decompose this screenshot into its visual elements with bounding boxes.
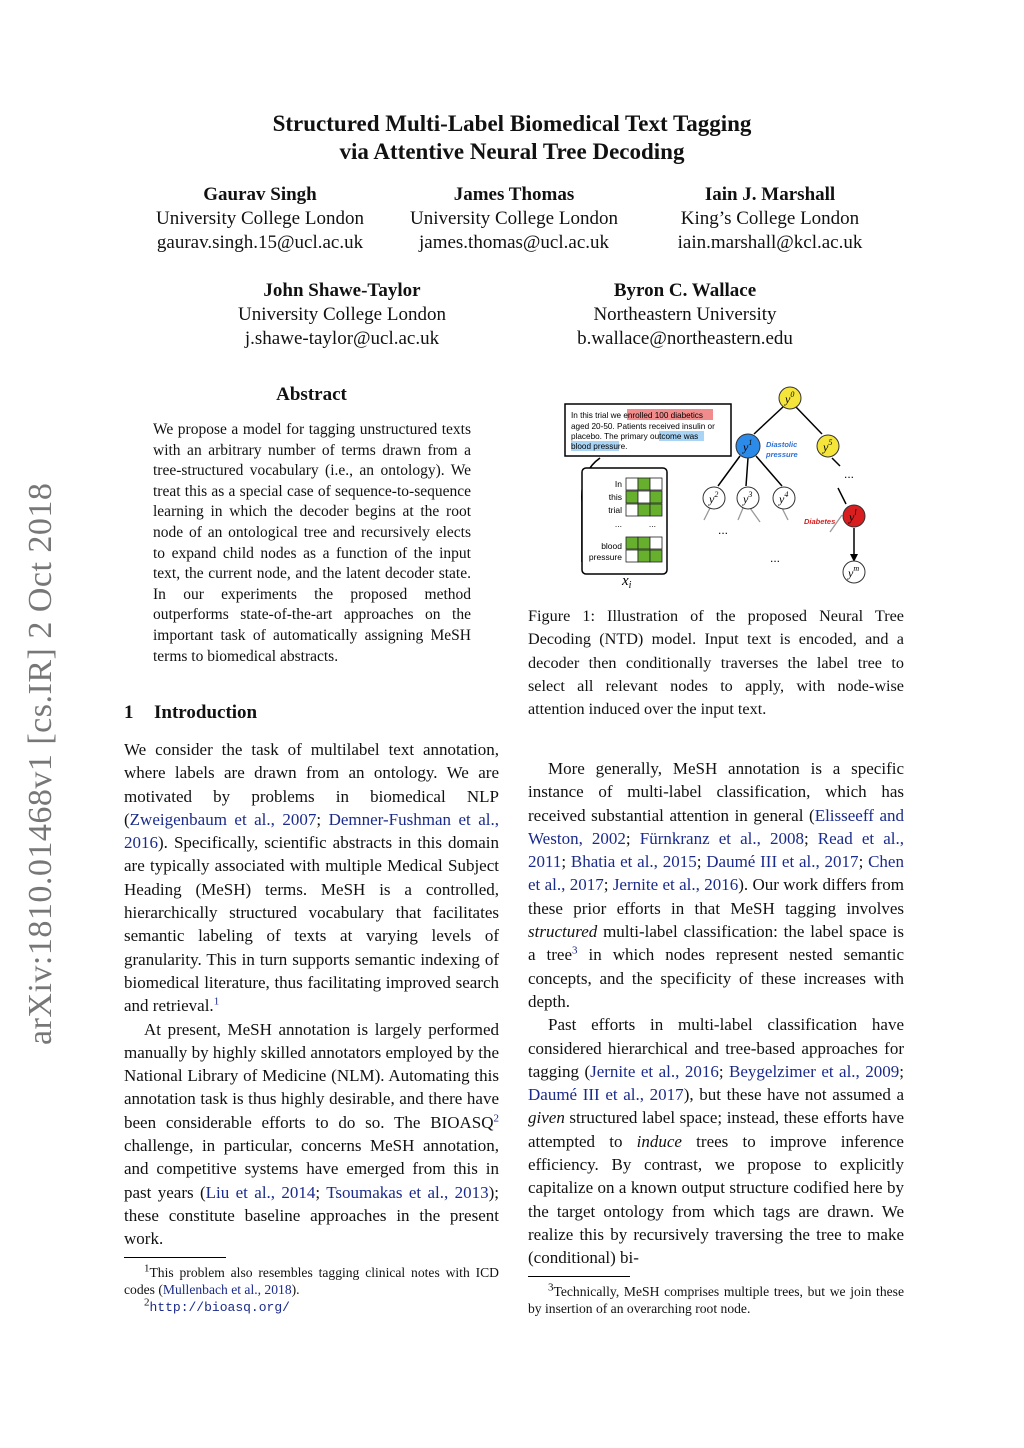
ellipsis: ... [770,551,781,565]
section-heading [124,702,257,724]
node-symbol: y [823,440,829,454]
citation-link[interactable]: Fürnkranz et al., 2008 [639,828,804,848]
footnote-marker[interactable]: 1 [213,995,220,1008]
input-line-1: In this trial we enrolled 100 diabetics [571,411,703,420]
node-symbol: y [743,492,749,506]
input-line-2: aged 20-50. Patients received insulin or [571,422,715,431]
attention-cell [626,537,638,549]
citation-link[interactable]: Jernite et al., 2016 [612,875,739,895]
node-index: 0 [790,390,795,399]
citation-link[interactable]: Elisseeff and Weston, 2002 [528,805,905,848]
node-symbol: y [848,566,854,580]
citation-link[interactable]: Mullenbach et al., 2018 [162,1282,292,1297]
author-name: James Thomas [453,184,575,205]
node-index: l [854,508,857,517]
node-index: 3 [748,490,753,499]
abstract-text: We propose a model for tagging unstructured texts with an arbitrary number of terms drawn from a tree-structured vocabulary (i.e., an ontology). We treat this as a special case of sequence-to-sequence learning in which the decoder begins at the root node of an ontological tree and recursively elects to expand child nodes as a function of the input text, the current node, and the latent decoder state. In our experiments the proposed method outperforms state-of-the-art approaches on the important task of automatically assigning MeSH terms to biomedical abstracts. [153,421,471,665]
node-symbol: y [709,492,715,506]
token-label: ... [614,519,622,529]
text-run: ; [315,1182,327,1202]
author-email: j.shawe-taylor@ucl.ac.uk [244,328,440,349]
text-run: trees to improve inference efficiency. By contrast, we propose to explicitly capitalize on a known output structure codified here by the target ontology from which tags are drawn. We realize this by recursively traversing the tree to make (conditional) bi- [528,1131,904,1268]
author-name: John Shawe-Taylor [263,280,421,301]
footnote-3 [528,1283,904,1317]
footnotes-left [124,1264,499,1316]
footnote-marker[interactable]: 2 [493,1112,499,1125]
citation-link[interactable]: Daumé III et al., 2017 [706,852,859,872]
title-line-1: Structured Multi-Label Biomedical Text Tagging [272,111,752,136]
footnote-rule [528,1276,630,1277]
attention-cell [638,504,650,516]
attention-cell [626,504,638,516]
node-symbol: y [849,510,855,524]
right-paragraph-2 [528,1013,904,1269]
tree-edges [718,406,854,554]
citation-link[interactable]: Beygelzimer et al., 2009 [729,1061,900,1081]
node-symbol: y [743,440,749,454]
text-run: ), but these have not assumed a [683,1085,904,1105]
token-label: In [614,479,622,489]
citation-link[interactable]: Read et al., 2011 [528,828,904,872]
author-name: Byron C. Wallace [613,280,757,301]
citation-link[interactable]: Tsoumakas et al., 2013 [326,1182,489,1202]
emphasis: given [528,1108,565,1128]
text-run: More generally, MeSH annotation is a specific instance of multi-label classification, which has received substantial attention in general ( [528,759,904,825]
section-number: 1 [124,702,134,723]
node-index: 4 [784,490,789,499]
token-label: this [608,492,622,502]
footnote-2 [124,1298,499,1316]
text-run: ; [696,852,707,872]
author-name: Gaurav Singh [203,184,317,205]
label-diastolic: Diastolic [766,440,798,449]
text-run: This problem also resembles tagging clinical notes with ICD codes ( [124,1265,499,1297]
footnote-rule [124,1257,226,1258]
text-run: structured label space; instead, these efforts have attempted to [528,1108,904,1151]
xi-label [621,573,632,591]
citation-link[interactable]: Daumé III et al., 2017 [528,1085,684,1105]
text-run: ). [291,1282,300,1297]
footnote-url-link[interactable]: http://bioasq.org/ [149,1300,290,1315]
left-column [124,738,499,1251]
text-run: ; [803,828,818,848]
title-line-2: via Attentive Neural Tree Decoding [339,139,685,164]
node-index: 1 [748,438,753,447]
ellipsis: ... [718,523,729,537]
author-email: b.wallace@northeastern.edu [577,328,793,349]
token-label: ... [648,519,656,529]
author-block [140,183,380,255]
text-run: ). Specifically, scientific abstracts in this domain are typically associated with multiple Medical Subject Heading (MeSH) terms. MeSH is a controlled, hierarchically structured vocabulary that facilitates semantic labeling of texts at varying levels of granularity. This in turn supports semantic indexing of biomedical literature, thus facilitating improved search and retrieval. [124,833,499,1016]
citation-link[interactable]: Chen et al., 2017 [528,852,904,895]
label-pressure: pressure [766,450,798,459]
xi-subscript: i [628,580,632,591]
figure-1-diagram [560,382,890,594]
footnote-number: 2 [144,1296,150,1309]
author-affiliation: University College London [238,304,446,325]
text-run: ; [625,828,640,848]
text-run: in which nodes represent nested semantic concepts, and the specificity of these increases with depth. [528,945,904,1011]
author-email: james.thomas@ucl.ac.uk [418,232,610,253]
node-index: 5 [828,438,833,447]
attention-cell [626,550,638,562]
intro-paragraph-2 [124,1018,499,1251]
xi-symbol: x [622,573,629,589]
citation-link[interactable]: Jernite et al., 2016 [590,1061,719,1081]
author-block [394,183,634,255]
node-symbol: y [785,392,791,406]
attention-cell [626,478,638,490]
text-run: ; [718,1061,730,1081]
attention-cell [650,478,662,490]
attention-cell [626,491,638,503]
caption-label: Figure 1: [528,607,595,625]
emphasis: induce [636,1131,682,1151]
right-column [528,757,904,1270]
token-label: trial [608,505,622,515]
text-run: ; [603,875,613,895]
attention-cell [638,478,650,490]
node-index: m [853,564,860,573]
author-affiliation: King’s College London [680,208,860,229]
author-block [555,279,815,351]
text-run: We consider the task of multilabel text annotation, where labels are drawn from an ontology. We are motivated by problems in biomedical NLP ( [124,740,499,829]
text-run: ). Our work differs from these prior efforts in that MeSH tagging involves [528,875,904,918]
emphasis: structured [528,922,598,942]
input-highlight-1: enrolled 100 diabetics [623,411,703,420]
text-run: ); these constitute baseline approaches in the present work. [124,1182,499,1249]
citation-link[interactable]: Liu et al., 2014 [205,1182,316,1202]
node-index: 2 [714,490,719,499]
text-run: ; [858,852,869,872]
text-run: challenge, in particular, concerns MeSH annotation, and competitive systems have emerged from this in past years ( [124,1136,499,1202]
citation-link[interactable]: Bhatia et al., 2015 [570,852,697,872]
footnote-number: 1 [144,1262,150,1275]
input-line-3: placebo. The primary outcome was [571,432,699,441]
author-block [222,279,462,351]
footnote-1 [124,1264,499,1298]
citation-link[interactable]: Demner-Fushman et al., 2016 [124,809,499,853]
author-email: iain.marshall@kcl.ac.uk [677,232,863,253]
attention-cell [650,504,662,516]
footnote-marker[interactable]: 3 [572,944,578,957]
intro-paragraph-1 [124,738,499,1018]
attention-cell [638,491,650,503]
caption-text: Illustration of the proposed Neural Tree Decoding (NTD) model. Input text is encoded, and a decoder then conditionally traverses the label tree to select all relevant nodes to apply, with node-wise attention induced over the input text. [528,607,904,719]
attention-cell [650,550,662,562]
attention-cell [638,550,650,562]
text-run: multi-label classification: the label space is a tree [528,922,904,965]
author-name: Iain J. Marshall [704,184,836,205]
citation-link[interactable]: Zweigenbaum et al., 2007 [129,809,317,829]
text-run: Technically, MeSH comprises multiple trees, but we join these by insertion of an overarching root node. [528,1284,904,1316]
section-title: Introduction [154,702,258,723]
author-affiliation: University College London [410,208,618,229]
node-symbol: y [779,492,785,506]
arxiv-stamp: arXiv:1810.01468v1 [cs.IR] 2 Oct 2018 [22,482,59,1045]
text-run: Past efforts in multi-label classification have considered hierarchical and tree-based approaches for tagging ( [528,1015,904,1081]
ellipsis: ... [844,467,855,481]
text-run: ; [561,852,571,872]
author-block [650,183,890,255]
input-line-4: blood pressure. [571,442,628,451]
token-label: blood [601,541,622,551]
token-label: pressure [588,552,622,562]
attention-cell [650,491,662,503]
right-paragraph-1 [528,757,904,1013]
text-run: ; [316,809,329,829]
text-run: At present, MeSH annotation is largely performed manually by highly skilled annotators employed by the National Library of Medicine (NLM). Automating this annotation task is thus highly desirable, and there have been considerable efforts to do so. The BIOASQ [124,1019,499,1132]
author-affiliation: Northeastern University [593,304,777,325]
paper-title [0,110,1024,166]
footnote-number: 3 [548,1281,554,1294]
author-affiliation: University College London [156,208,364,229]
abstract-heading: Abstract [276,384,347,405]
label-diabetes: Diabetes [804,517,836,526]
figure-caption [528,605,904,721]
attention-cell [650,537,662,549]
author-email: gaurav.singh.15@ucl.ac.uk [156,232,364,253]
text-run: ; [899,1061,904,1081]
attention-cell [638,537,650,549]
